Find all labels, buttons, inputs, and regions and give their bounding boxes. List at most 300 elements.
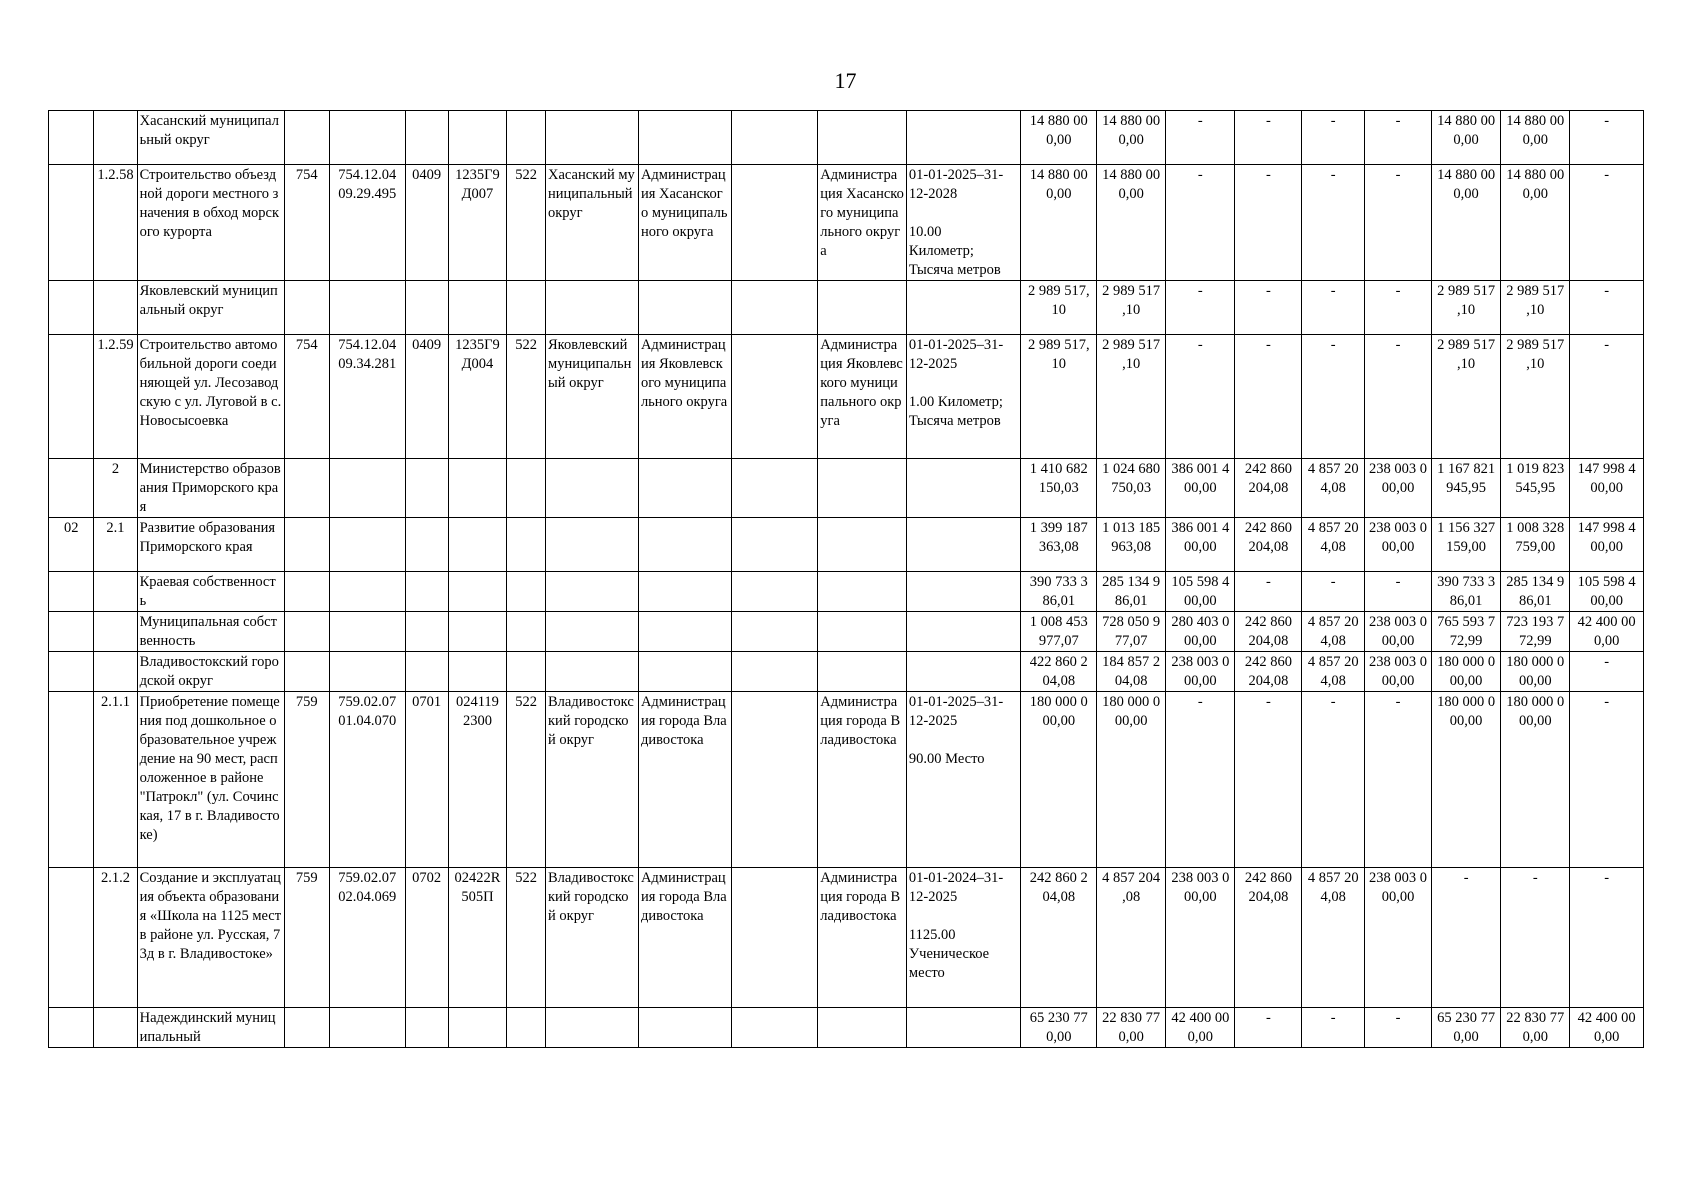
cell-line: 14 880 00 <box>1029 113 1088 129</box>
name-cell: Строительство объездной дороги местного значения в обход морского курорта <box>137 165 284 281</box>
table-row <box>49 692 1644 868</box>
regional-budget-cell <box>1097 518 1166 572</box>
cell-line: 14 880 00 <box>1029 167 1088 183</box>
total-cell <box>1021 518 1097 572</box>
cell-line: 10.00 <box>908 224 942 240</box>
empty-cell <box>731 518 817 572</box>
name-cell: Министерство образования Приморского края <box>137 459 284 518</box>
code-cell <box>49 692 94 868</box>
amount-cell: - <box>1365 281 1432 335</box>
section-cell <box>405 652 448 692</box>
cell-line: 14 880 00 <box>1506 167 1565 183</box>
cell-line: 204,08 <box>1248 633 1289 649</box>
cell-line: 4,08 <box>1320 889 1346 905</box>
cell-line: 09.34.281 <box>338 356 397 372</box>
cell-line: 759.02.07 <box>338 694 397 710</box>
number-cell <box>94 111 137 165</box>
period-capacity-cell <box>906 868 1021 1008</box>
local-budget-cell: - <box>1235 572 1302 612</box>
number-cell: 1.2.59 <box>94 335 137 459</box>
cell-line: Д004 <box>461 356 494 372</box>
code-cell <box>49 165 94 281</box>
cell-line: 1 167 821 <box>1437 461 1496 477</box>
customer-cell: Администрация города Владивостока <box>638 692 731 868</box>
name-cell: Создание и эксплуатация объекта образования «Школа на 1125 мест в районе ул. Русская, 73д в г. Владивостоке» <box>137 868 284 1008</box>
target-article-cell <box>448 518 506 572</box>
name-cell: Муниципальная собственность <box>137 612 284 652</box>
cell-line: 0,00 <box>1187 1029 1213 1045</box>
cell-line: 238 003 0 <box>1369 614 1428 630</box>
cell-line <box>909 374 1019 393</box>
cell-line: 4,08 <box>1320 633 1346 649</box>
cell-line: 0,00 <box>1046 186 1072 202</box>
customer-cell <box>638 612 731 652</box>
table-row <box>49 518 1644 572</box>
cell-line: 150,03 <box>1038 480 1079 496</box>
municipality-cell <box>546 111 639 165</box>
cell-line: 1 008 328 <box>1506 520 1565 536</box>
cell-line: 386 001 4 <box>1171 520 1230 536</box>
amount-cell: - <box>1302 281 1365 335</box>
municipality-cell <box>546 518 639 572</box>
kbk-cell <box>329 692 405 868</box>
customer-cell <box>638 518 731 572</box>
cell-line: 4 857 20 <box>1307 614 1359 630</box>
kbk-cell <box>329 165 405 281</box>
empty-cell <box>731 459 817 518</box>
grbs-cell <box>284 572 329 612</box>
cell-line: 12-2028 <box>908 186 958 202</box>
cell-line: 2 989 517 <box>1437 337 1496 353</box>
page-number: 17 <box>834 68 857 93</box>
local-budget-cell <box>1235 612 1302 652</box>
amount-cell: - <box>1365 572 1432 612</box>
cell-line: 0,00 <box>1046 1029 1072 1045</box>
name-cell: Строительство автомобильной дороги соединяющей ул. Лесозаводскую с ул. Луговой в с. Новосысоевка <box>137 335 284 459</box>
period-capacity-cell <box>906 612 1021 652</box>
cell-line: 180 000 0 <box>1506 654 1565 670</box>
federal-budget-cell <box>1570 1008 1644 1048</box>
regional-budget-cell <box>1501 281 1570 335</box>
target-article-cell <box>448 612 506 652</box>
cell-line: 65 230 77 <box>1029 1010 1088 1026</box>
cell-line: 204,08 <box>1248 539 1289 555</box>
cell-line: 2 989 517 <box>1437 283 1496 299</box>
cell-line: 505П <box>461 889 494 905</box>
cell-line: 545,95 <box>1515 480 1556 496</box>
number-cell <box>94 652 137 692</box>
kbk-cell <box>329 281 405 335</box>
number-cell: 2.1.2 <box>94 868 137 1008</box>
cell-line: 1.00 Километр; <box>908 394 1003 410</box>
cell-line: 4 857 20 <box>1307 870 1359 886</box>
cell-line: 00,00 <box>1114 713 1148 729</box>
cell-line: 22 830 77 <box>1506 1010 1565 1026</box>
number-cell <box>94 281 137 335</box>
cell-line: 184 857 2 <box>1102 654 1161 670</box>
cell-line: Тысяча метров <box>908 413 1001 429</box>
federal-budget-cell: - <box>1166 165 1235 281</box>
cell-line: ,10 <box>1457 302 1476 318</box>
total-cell <box>1021 868 1097 1008</box>
cell-line: 945,95 <box>1446 480 1487 496</box>
regional-budget-cell <box>1501 335 1570 459</box>
customer-cell: Администрация Хасанского муниципального округа <box>638 165 731 281</box>
cell-line: 180 000 0 <box>1029 694 1088 710</box>
cell-line: 1235Г9 <box>455 337 500 353</box>
code-cell <box>49 572 94 612</box>
table-row <box>49 335 1644 459</box>
executor-cell <box>818 518 907 572</box>
total-cell <box>1021 281 1097 335</box>
cell-line <box>909 907 1019 926</box>
grbs-cell <box>284 612 329 652</box>
section-cell: 0409 <box>405 335 448 459</box>
period-capacity-cell <box>906 335 1021 459</box>
executor-cell: Администрация города Владивостока <box>818 692 907 868</box>
grbs-cell <box>284 459 329 518</box>
target-article-cell <box>448 652 506 692</box>
cell-line: 42 400 00 <box>1577 614 1636 630</box>
cell-line: 22 830 77 <box>1102 1010 1161 1026</box>
cell-line: ,10 <box>1122 302 1141 318</box>
table-row <box>49 572 1644 612</box>
federal-budget-cell <box>1166 518 1235 572</box>
kbk-cell <box>329 652 405 692</box>
amount-cell: - <box>1302 1008 1365 1048</box>
number-cell: 2.1.1 <box>94 692 137 868</box>
regional-budget-cell <box>1501 612 1570 652</box>
cell-line: 147 998 4 <box>1577 461 1636 477</box>
cell-line: 14 880 00 <box>1506 113 1565 129</box>
federal-budget-cell: - <box>1570 692 1644 868</box>
cell-line: ,08 <box>1122 889 1141 905</box>
regional-budget-cell <box>1097 111 1166 165</box>
cell-line: 180 000 0 <box>1437 694 1496 710</box>
cell-line: 238 003 0 <box>1369 870 1428 886</box>
expense-type-cell <box>507 281 546 335</box>
cell-line: 285 134 9 <box>1102 574 1161 590</box>
total-cell <box>1021 335 1097 459</box>
empty-cell <box>731 868 817 1008</box>
total-cell <box>1021 165 1097 281</box>
cell-line: 10 <box>1051 302 1066 318</box>
cell-line: 4,08 <box>1320 539 1346 555</box>
executor-cell: Администрация города Владивостока <box>818 868 907 1008</box>
amount-cell <box>1365 652 1432 692</box>
cell-line: 2 989 517 <box>1102 283 1161 299</box>
cell-line: 1 399 187 <box>1029 520 1088 536</box>
regional-budget-cell <box>1097 612 1166 652</box>
regional-budget-cell <box>1501 518 1570 572</box>
federal-budget-cell: - <box>1166 281 1235 335</box>
section-cell <box>405 111 448 165</box>
cell-line: 01-01-2025–31- <box>908 694 1004 710</box>
cell-line: 04,08 <box>1042 673 1076 689</box>
local-budget-cell: - <box>1235 165 1302 281</box>
cell-line: 242 860 <box>1244 654 1292 670</box>
cell-line: ,10 <box>1526 356 1545 372</box>
cell-line: Тысяча метров <box>908 262 1001 278</box>
federal-budget-cell <box>1166 1008 1235 1048</box>
total-cell <box>1021 692 1097 868</box>
total-cell <box>1021 652 1097 692</box>
local-budget-cell: - <box>1235 692 1302 868</box>
cell-line: 0,00 <box>1118 132 1144 148</box>
code-cell <box>49 612 94 652</box>
cell-line: 00,00 <box>1449 673 1483 689</box>
cell-line: 242 860 <box>1244 614 1292 630</box>
target-article-cell <box>448 692 506 868</box>
target-article-cell <box>448 1008 506 1048</box>
cell-line: 1235Г9 <box>455 167 500 183</box>
federal-budget-cell: - <box>1570 652 1644 692</box>
grbs-cell <box>284 652 329 692</box>
cell-line: 285 134 9 <box>1506 574 1565 590</box>
cell-line: 04,08 <box>1042 889 1076 905</box>
cell-line: 01-01-2024–31- <box>908 870 1004 886</box>
cell-line: 0,00 <box>1453 186 1479 202</box>
period-capacity-cell <box>906 111 1021 165</box>
cell-line: 159,00 <box>1446 539 1487 555</box>
cell-line: 00,00 <box>1184 633 1217 649</box>
amount-cell <box>1365 868 1432 1008</box>
kbk-cell <box>329 612 405 652</box>
cell-line: 204,08 <box>1248 480 1289 496</box>
total-cell <box>1432 612 1501 652</box>
cell-line: 238 003 0 <box>1171 870 1230 886</box>
empty-cell <box>731 572 817 612</box>
cell-line: 0,00 <box>1118 186 1144 202</box>
total-cell <box>1432 281 1501 335</box>
amount-cell: - <box>1302 572 1365 612</box>
period-capacity-cell <box>906 652 1021 692</box>
cell-line: 2 989 517, <box>1027 337 1090 353</box>
table-row <box>49 1008 1644 1048</box>
cell-line: 2 989 517, <box>1027 283 1090 299</box>
cell-line: 14 880 00 <box>1437 113 1496 129</box>
total-cell <box>1432 518 1501 572</box>
executor-cell <box>818 572 907 612</box>
municipality-cell <box>546 612 639 652</box>
customer-cell <box>638 281 731 335</box>
cell-line: 1 013 185 <box>1102 520 1161 536</box>
section-cell <box>405 459 448 518</box>
federal-budget-cell <box>1570 518 1644 572</box>
cell-line: 4,08 <box>1320 673 1346 689</box>
regional-budget-cell <box>1097 281 1166 335</box>
cell-line: ,10 <box>1457 356 1476 372</box>
cell-line: 00,00 <box>1381 539 1415 555</box>
empty-cell <box>731 612 817 652</box>
cell-line: 42 400 00 <box>1577 1010 1636 1026</box>
period-capacity-cell <box>906 518 1021 572</box>
name-cell: Приобретение помещения под дошкольное образовательное учреждение на 90 мест, расположенное в районе "Патрокл" (ул. Сочинская, 17 в г. Владивостоке) <box>137 692 284 868</box>
period-capacity-cell <box>906 1008 1021 1048</box>
amount-cell <box>1302 612 1365 652</box>
name-cell: Развитие образования Приморского края <box>137 518 284 572</box>
section-cell: 0702 <box>405 868 448 1008</box>
cell-line: 390 733 3 <box>1029 574 1088 590</box>
cell-line: 105 598 4 <box>1577 574 1636 590</box>
total-cell <box>1432 692 1501 868</box>
amount-cell <box>1365 518 1432 572</box>
amount-cell <box>1302 518 1365 572</box>
cell-line: 363,08 <box>1038 539 1079 555</box>
empty-cell <box>731 1008 817 1048</box>
table-row <box>49 165 1644 281</box>
executor-cell: Администрация Яковлевского муниципального округа <box>818 335 907 459</box>
cell-line: 86,01 <box>1114 593 1148 609</box>
code-cell <box>49 1008 94 1048</box>
cell-line: ,10 <box>1526 302 1545 318</box>
section-cell <box>405 572 448 612</box>
local-budget-cell: - <box>1235 281 1302 335</box>
expense-type-cell <box>507 1008 546 1048</box>
cell-line: 00,00 <box>1381 673 1415 689</box>
municipality-cell: Яковлевский муниципальный округ <box>546 335 639 459</box>
cell-line: 00,00 <box>1381 480 1415 496</box>
regional-budget-cell <box>1097 335 1166 459</box>
period-capacity-cell <box>906 165 1021 281</box>
cell-line: 12-2025 <box>908 889 958 905</box>
name-cell: Хасанский муниципальный округ <box>137 111 284 165</box>
regional-budget-cell <box>1097 1008 1166 1048</box>
code-cell <box>49 652 94 692</box>
section-cell <box>405 612 448 652</box>
amount-cell <box>1302 652 1365 692</box>
cell-line: 0,00 <box>1453 1029 1479 1045</box>
cell-line: 723 193 7 <box>1506 614 1565 630</box>
cell-line: ,10 <box>1122 356 1141 372</box>
cell-line: 86,01 <box>1518 593 1552 609</box>
cell-line: 72,99 <box>1449 633 1483 649</box>
executor-cell: Администрация Хасанского муниципального округа <box>818 165 907 281</box>
amount-cell: - <box>1365 692 1432 868</box>
cell-line: 0,00 <box>1593 633 1620 649</box>
kbk-cell <box>329 459 405 518</box>
period-capacity-cell <box>906 692 1021 868</box>
total-cell <box>1432 652 1501 692</box>
cell-line: 1 008 453 <box>1029 614 1088 630</box>
code-cell <box>49 111 94 165</box>
municipality-cell <box>546 459 639 518</box>
cell-line: 2 989 517 <box>1102 337 1161 353</box>
customer-cell: Администрация Яковлевского муниципального округа <box>638 335 731 459</box>
expense-type-cell: 522 <box>507 165 546 281</box>
cell-line: 204,08 <box>1248 889 1289 905</box>
cell-line <box>909 204 1019 223</box>
cell-line: Километр; <box>908 243 974 259</box>
municipality-cell <box>546 1008 639 1048</box>
cell-line: 390 733 3 <box>1437 574 1496 590</box>
period-capacity-cell <box>906 281 1021 335</box>
number-cell <box>94 572 137 612</box>
expense-type-cell: 522 <box>507 868 546 1008</box>
number-cell: 1.2.58 <box>94 165 137 281</box>
amount-cell: - <box>1302 692 1365 868</box>
federal-budget-cell: - <box>1570 165 1644 281</box>
cell-line: 963,08 <box>1111 539 1152 555</box>
federal-budget-cell <box>1166 868 1235 1008</box>
regional-budget-cell <box>1501 652 1570 692</box>
code-cell <box>49 335 94 459</box>
cell-line: 238 003 0 <box>1369 520 1428 536</box>
cell-line: 12-2025 <box>908 713 958 729</box>
amount-cell: - <box>1302 111 1365 165</box>
grbs-cell <box>284 281 329 335</box>
regional-budget-cell <box>1097 459 1166 518</box>
cell-line: 00,00 <box>1184 539 1217 555</box>
customer-cell: Администрация города Владивостока <box>638 868 731 1008</box>
expense-type-cell <box>507 111 546 165</box>
cell-line: 759.02.07 <box>338 870 397 886</box>
grbs-cell: 754 <box>284 165 329 281</box>
target-article-cell <box>448 572 506 612</box>
cell-line: 0,00 <box>1118 1029 1144 1045</box>
federal-budget-cell: - <box>1570 111 1644 165</box>
cell-line: 02422R <box>454 870 501 886</box>
cell-line: 242 860 <box>1244 461 1292 477</box>
cell-line: 01-01-2025–31- <box>908 167 1004 183</box>
grbs-cell: 754 <box>284 335 329 459</box>
cell-line: 1 024 680 <box>1102 461 1161 477</box>
cell-line: 754.12.04 <box>338 337 397 353</box>
cell-line: 00,00 <box>1518 713 1552 729</box>
amount-cell <box>1365 459 1432 518</box>
cell-line: 00,00 <box>1590 539 1623 555</box>
expense-type-cell <box>507 612 546 652</box>
cell-line: 86,01 <box>1449 593 1483 609</box>
local-budget-cell: - <box>1235 1008 1302 1048</box>
amount-cell <box>1302 459 1365 518</box>
cell-line: 242 860 2 <box>1029 870 1088 886</box>
regional-budget-cell <box>1501 111 1570 165</box>
cell-line: Ученическое <box>908 946 990 962</box>
expense-type-cell <box>507 572 546 612</box>
total-cell <box>1432 111 1501 165</box>
cell-line: 09.29.495 <box>338 186 397 202</box>
cell-line: 0,00 <box>1453 132 1479 148</box>
table-row <box>49 459 1644 518</box>
customer-cell <box>638 459 731 518</box>
cell-line: 977,07 <box>1038 633 1079 649</box>
cell-line: 180 000 0 <box>1102 694 1161 710</box>
cell-line: 00,00 <box>1042 713 1076 729</box>
cell-line: 00,00 <box>1184 593 1217 609</box>
federal-budget-cell <box>1166 572 1235 612</box>
municipality-cell: Владивостокский городской округ <box>546 868 639 1008</box>
cell-line: 2 989 517 <box>1506 337 1565 353</box>
total-cell: - <box>1432 868 1501 1008</box>
total-cell <box>1432 572 1501 612</box>
total-cell <box>1021 111 1097 165</box>
grbs-cell: 759 <box>284 868 329 1008</box>
expense-type-cell <box>507 459 546 518</box>
executor-cell <box>818 612 907 652</box>
empty-cell <box>731 335 817 459</box>
local-budget-cell: - <box>1235 335 1302 459</box>
name-cell: Владивостокский городской округ <box>137 652 284 692</box>
cell-line: 728 050 9 <box>1102 614 1161 630</box>
total-cell <box>1432 335 1501 459</box>
federal-budget-cell <box>1166 652 1235 692</box>
regional-budget-cell <box>1097 572 1166 612</box>
table-row <box>49 612 1644 652</box>
executor-cell <box>818 281 907 335</box>
cell-line: 72,99 <box>1518 633 1552 649</box>
municipality-cell <box>546 652 639 692</box>
